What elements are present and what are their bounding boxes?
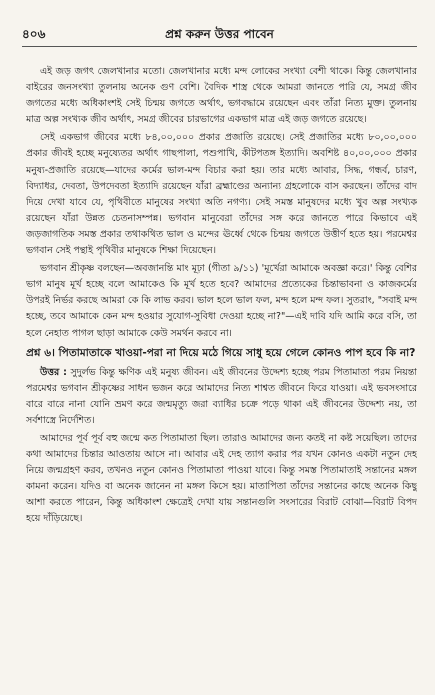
header-rule [22, 46, 417, 47]
paragraph-3: ভগবান শ্রীকৃষ্ণ বলছেন—অবজানন্তি মাং মূঢ়া (গীতা ৯/১১) 'মূর্খেরা আমাকে অবজ্ঞা করে।' কিন্তু বেশির ভাগ মানুষ মূর্খ হচ্ছে বলে আমাকেও কি মূর্খ হতে হবে? আমাদের প্রত্যেকের চিন্তাভাবনা ও কাজকর্মের উপরই নির্ভর করছে আমরা কে কি লাভ করব। ভাল হলে ভাল ফল, মন্দ হলে মন্দ ফল। সুতরাং, "সবাই মন্দ হচ্ছে, তবে আমাকে কেন মন্দ হওয়ার সুযোগ-সুবিধা দেওয়া হচ্ছে না?"—এই দাবি যদি আমি করে বসি, তা হলে নেহাত পাগল ছাড়া আমাকে কেউ সমর্থন করবে না। [26, 263, 417, 339]
page-body [26, 64, 417, 681]
paragraph-1: এই জড় জগৎ জেলখানার মতো। জেলখানার মধ্যে মন্দ লোকের সংখ্যা বেশী থাকে। কিন্তু জেলখানার বাইরের জনসংখ্যা তুলনায় অনেক গুণ বেশি। বৈদিক শাস্ত্র থেকে আমরা জানতে পারি যে, সমগ্র জীব জগতের মধ্যে অধিকাংশই সেই চিন্ময় জগতে অর্থাৎ, ভগবদ্ধামে রয়েছেন এবং তাঁরা নিত্য মুক্ত। তুলনায় মাত্র অল্প সংখ্যক জীব অর্থাৎ, সমগ্র জীবের চারভাগের একভাগ মাত্র এই জড় জগতে রয়েছে। [26, 66, 417, 126]
page-header [22, 26, 417, 46]
answer-paragraph [26, 365, 417, 429]
page-number: ৪০৬ [22, 27, 46, 41]
paragraph-2: সেই একভাগ জীবের মধ্যে ৮৪,০০,০০০ প্রকার প্রজাতি রয়েছে। সেই প্রজাতির মধ্যে ৮০,০০,০০০ প্রকার জীবই হচ্ছে মনুষ্যেতর অর্থাৎ গাছপালা, পশুপাখি, কীটপতঙ্গ ইত্যাদি। অবশিষ্ট ৪০,০০,০০০ প্রকার মনুষ্য-প্রজাতি রয়েছে—যাদের কর্মের ভাল-মন্দ বিচার করা হয়। তার মধ্যে আবার, সিদ্ধ, গন্ধর্ব, চারণ, বিদ্যাধর, দেবতা, উপদেবতা ইত্যাদি রয়েছেন যাঁরা ব্রহ্মাণ্ডের অন্যান্য গ্রহলোকে বাস করছেন। তাঁদের বাদ দিয়ে দেখা যাবে যে, পৃথিবীতে মানুষের সংখ্যা অতি নগণ্য। সেই সমস্ত মানুষদের মধ্যে খুব অল্প সংখ্যক রয়েছেন যাঁরা উন্নত চেতনাসম্পন্ন। ভগবান মানুবেরা তাঁদের সঙ্গ করে জানতে পারে কিভাবে এই জড়জাগতিক সমস্ত প্রকার তথাকথিত ভাল ও মন্দের ঊর্ধ্বে থেকে চিন্ময় জগতে উত্তীর্ণ হতে হয়। পরমেশ্বর ভগবান সেই পন্থাই পৃথিবীর মানুষকে শিক্ষা দিয়েছেন। [26, 132, 417, 257]
running-title: প্রশ্ন করুন উত্তর পাবেন [165, 27, 274, 41]
closing-paragraph: আমাদের পূর্ব পূর্ব বহু জন্মে কত পিতামাতা ছিল। তারাও আমাদের জন্য কতই না কষ্ট সয়েছিল। তাদের কথা আমাদের চিন্তার আওতায় আসে না। আবার এই দেহ ত্যাগ করার পর যখন কোনও একটা নতুন দেহ নিয়ে জন্মগ্রহণ করব, তখনও নতুন কোনও পিতামাতা পাওয়া যাবে। কিন্তু সমস্ত পিতামাতাই সন্তানের মঙ্গল কামনা করেন। যদিও বা অনেক জানেন না মঙ্গল কিসে হয়। মাতাপিতা তাঁদের সন্তানের কাছে অনেক কিছু আশা করতে পারেন, কিন্তু অধিকাংশ ক্ষেত্রেই দেখা যায় সন্তানগুলি সংসারের বিরাট বোঝা—বিরাট বিপদ হয়ে দাঁড়িয়েছে। [26, 432, 417, 525]
answer-text: সুদুর্লভ কিন্তু ক্ষণিক এই মনুষ্য জীবন। এই জীবনের উদ্দেশ্য হচ্ছে পরম পিতামাতা পরম নিয়ন্তা পরমেশ্বর ভগবান শ্রীকৃষ্ণের সাধন ভজন করে আমাদের নিত্য শাশ্বত জীবনে ফিরে যাওয়া। এই ভবসংসারে বারে বারে নানা যোনি ভ্রমণ করে জন্মমৃত্যু জরা ব্যাধির চক্রে পড়ে থাকা এই জীবনের উদ্দেশ্য নয়, তা সর্বশাস্ত্রে নির্দেশিত। [26, 366, 417, 426]
answer-label: উত্তর : [40, 366, 67, 378]
question-heading: প্রশ্ন ৬। পিতামাতাকে খাওয়া-পরা না দিয়ে মঠে গিয়ে সাধু হয়ে গেলে কোনও পাপ হবে কি না? [26, 346, 416, 359]
